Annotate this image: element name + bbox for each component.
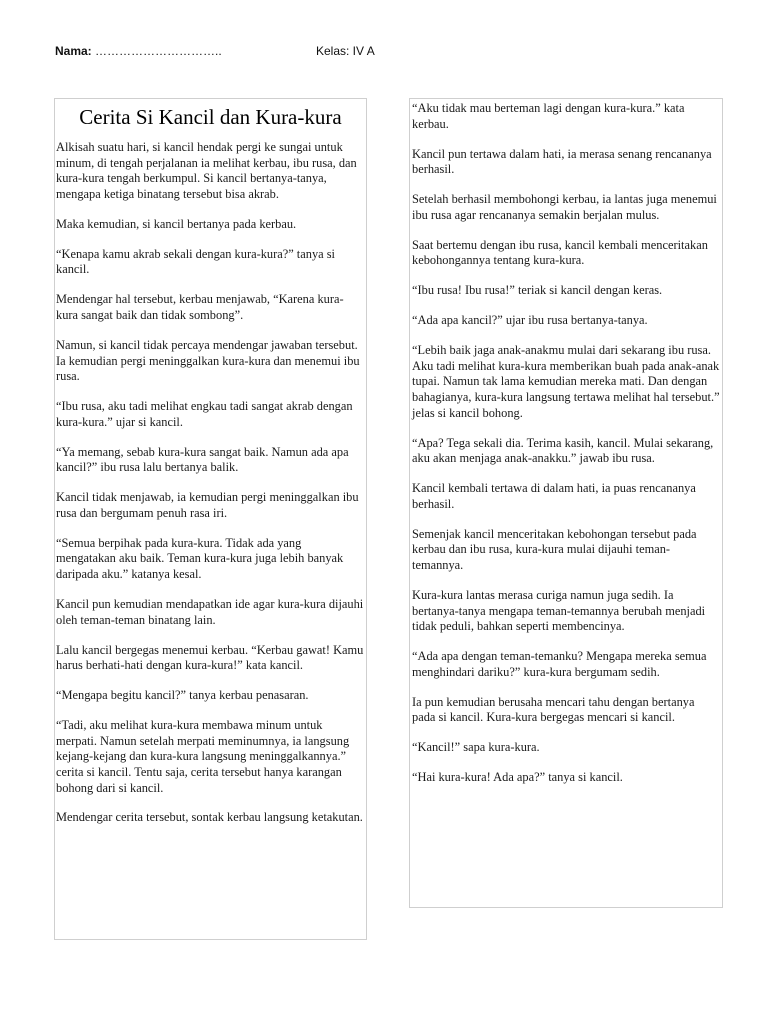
- right-paragraphs: [410, 101, 722, 786]
- story-paragraph: “Apa? Tega sekali dia. Terima kasih, kancil. Mulai sekarang, aku akan menjaga anak-anakku.” jawab ibu rusa.: [412, 435, 714, 466]
- story-paragraph: Ia pun kemudian berusaha mencari tahu dengan bertanya pada si kancil. Kura-kura bergegas mencari si kancil.: [412, 694, 695, 725]
- story-paragraph: “Kancil!” sapa kura-kura.: [412, 740, 540, 755]
- story-paragraph: “Semua berpihak pada kura-kura. Tidak ada yang mengatakan aku baik. Teman kura-kura juga lebih banyak daripada aku.” katanya kesal.: [56, 535, 344, 581]
- story-paragraph: “Hai kura-kura! Ada apa?” tanya si kancil.: [412, 770, 623, 785]
- name-blank: …………………………..: [91, 44, 222, 58]
- story-paragraph: “Lebih baik jaga anak-anakmu mulai dari sekarang ibu rusa. Aku tadi melihat kura-kura memberikan buah pada anak-anak tupai. Namun tak lama kemudian mereka mati. Dan dengan bahagianya, kura-kura langsung tertawa melihat hal tersebut.” jelas si kancil bohong.: [412, 343, 720, 420]
- story-paragraph: Saat bertemu dengan ibu rusa, kancil kembali menceritakan kebohongannya tentang kura-kura.: [412, 237, 708, 268]
- story-paragraph: Kancil tidak menjawab, ia kemudian pergi meninggalkan ibu rusa dan bergumam penuh rasa iri.: [56, 490, 359, 520]
- story-paragraph: Kancil kembali tertawa di dalam hati, ia puas rencananya berhasil.: [412, 481, 696, 511]
- story-paragraph: “Ibu rusa, aku tadi melihat engkau tadi sangat akrab dengan kura-kura.” ujar si kancil.: [56, 399, 353, 429]
- story-paragraph: Maka kemudian, si kancil bertanya pada kerbau.: [56, 216, 297, 231]
- story-paragraph: “Ya memang, sebab kura-kura sangat baik. Namun ada apa kancil?” ibu rusa lalu bertanya balik.: [56, 444, 349, 475]
- story-paragraph: “Tadi, aku melihat kura-kura membawa minum untuk merpati. Namun setelah merpati meminumnya, ia langsung kejang-kejang dan kura-kura langsung meninggalkannya.” cerita si kancil. Tentu saja, cerita tersebut hanya karangan bohong dari si kancil.: [56, 718, 350, 795]
- name-field-line: [55, 44, 222, 58]
- story-paragraph: Mendengar cerita tersebut, sontak kerbau langsung ketakutan.: [56, 810, 363, 825]
- story-paragraph: Mendengar hal tersebut, kerbau menjawab, “Karena kura-kura sangat baik dan tidak sombong”.: [56, 292, 344, 322]
- story-paragraph: Namun, si kancil tidak percaya mendengar jawaban tersebut. Ia kemudian pergi meninggalkan kura-kura dan menemui ibu rusa.: [56, 337, 360, 384]
- story-paragraph: Lalu kancil bergegas menemui kerbau. “Kerbau gawat! Kamu harus berhati-hati dengan kura-kura!” kata kancil.: [56, 642, 364, 673]
- left-paragraphs: [55, 140, 366, 826]
- story-paragraph: “Aku tidak mau berteman lagi dengan kura-kura.” kata kerbau.: [412, 101, 685, 131]
- story-column-right: [409, 98, 723, 908]
- story-paragraph: Alkisah suatu hari, si kancil hendak pergi ke sungai untuk minum, di tengah perjalanan ia melihat kerbau, ibu rusa, dan kura-kura tengah berkumpul. Si kancil bertanya-tanya, mengapa ketiga binatang tersebut bisa akrab.: [56, 140, 357, 201]
- name-label: Nama:: [55, 44, 92, 58]
- story-paragraph: Kancil pun tertawa dalam hati, ia merasa senang rencananya berhasil.: [412, 146, 712, 177]
- story-paragraph: Semenjak kancil menceritakan kebohongan tersebut pada kerbau dan ibu rusa, kura-kura mulai dijauhi teman-temannya.: [412, 526, 697, 572]
- story-paragraph: Kancil pun kemudian mendapatkan ide agar kura-kura dijauhi oleh teman-teman binatang lain.: [56, 596, 364, 627]
- story-paragraph: Kura-kura lantas merasa curiga namun juga sedih. Ia bertanya-tanya mengapa teman-temannya berubah menjadi tidak peduli, bahkan seperti membencinya.: [412, 587, 706, 634]
- story-paragraph: “Ada apa dengan teman-temanku? Mengapa mereka semua menghindari dariku?” kura-kura bergumam sedih.: [412, 649, 707, 679]
- story-paragraph: Setelah berhasil membohongi kerbau, ia lantas juga menemui ibu rusa agar rencananya semakin berjalan mulus.: [412, 192, 717, 222]
- story-title: Cerita Si Kancil dan Kura-kura: [79, 105, 342, 129]
- story-column-left: [54, 98, 367, 940]
- class-label: Kelas: IV A: [316, 44, 375, 58]
- story-paragraph: “Kenapa kamu akrab sekali dengan kura-kura?” tanya si kancil.: [56, 246, 336, 277]
- story-paragraph: “Ada apa kancil?” ujar ibu rusa bertanya-tanya.: [412, 313, 648, 328]
- story-paragraph: “Ibu rusa! Ibu rusa!” teriak si kancil dengan keras.: [412, 283, 663, 298]
- story-paragraph: “Mengapa begitu kancil?” tanya kerbau penasaran.: [56, 688, 309, 703]
